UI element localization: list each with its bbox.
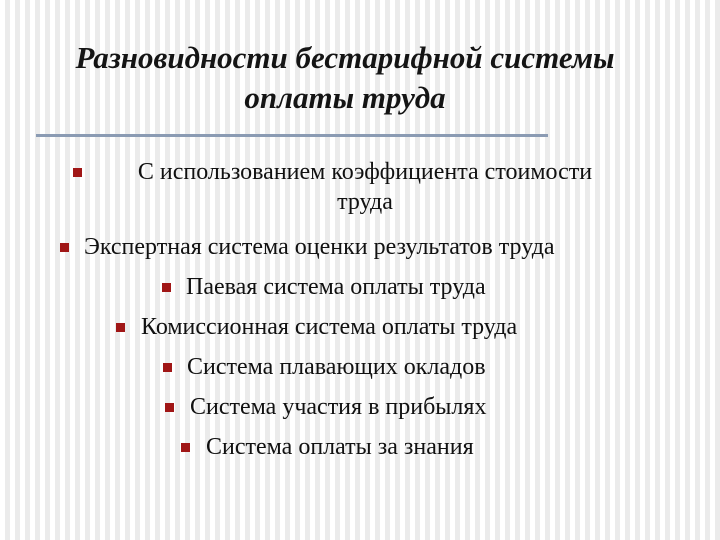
title-underline [36, 134, 548, 137]
square-bullet-icon [60, 243, 69, 252]
bullet-item-profit-sharing [190, 392, 486, 422]
bullet-text: Комиссионная система оплаты труда [141, 314, 518, 340]
bullet-item-coefficient [96, 157, 634, 217]
square-bullet-icon [116, 323, 125, 332]
bullet-text: Система оплаты за знания [206, 434, 474, 460]
bullet-item-floating-salary [187, 352, 486, 382]
slide-title-line-1: Разновидности бестарифной системы [75, 40, 615, 75]
square-bullet-icon [165, 403, 174, 412]
bullet-text-line-2: труда [337, 189, 393, 215]
slide-title [0, 38, 690, 118]
bullet-text-line-1: С использованием коэффициента стоимости [137, 159, 593, 185]
bullet-text: Система участия в прибылях [190, 394, 487, 420]
bullet-text: Экспертная система оценки результатов труда [84, 234, 555, 260]
slide-title-line-2: оплаты труда [244, 80, 446, 115]
square-bullet-icon [73, 168, 82, 177]
bullet-item-share [186, 272, 486, 302]
square-bullet-icon [162, 283, 171, 292]
bullet-text: Паевая система оплаты труда [186, 274, 486, 300]
square-bullet-icon [163, 363, 172, 372]
bullet-item-expert [84, 232, 555, 262]
bullet-item-commission [141, 312, 517, 342]
bullet-item-knowledge-pay [206, 432, 474, 462]
bullet-text: Система плавающих окладов [187, 354, 486, 380]
square-bullet-icon [181, 443, 190, 452]
